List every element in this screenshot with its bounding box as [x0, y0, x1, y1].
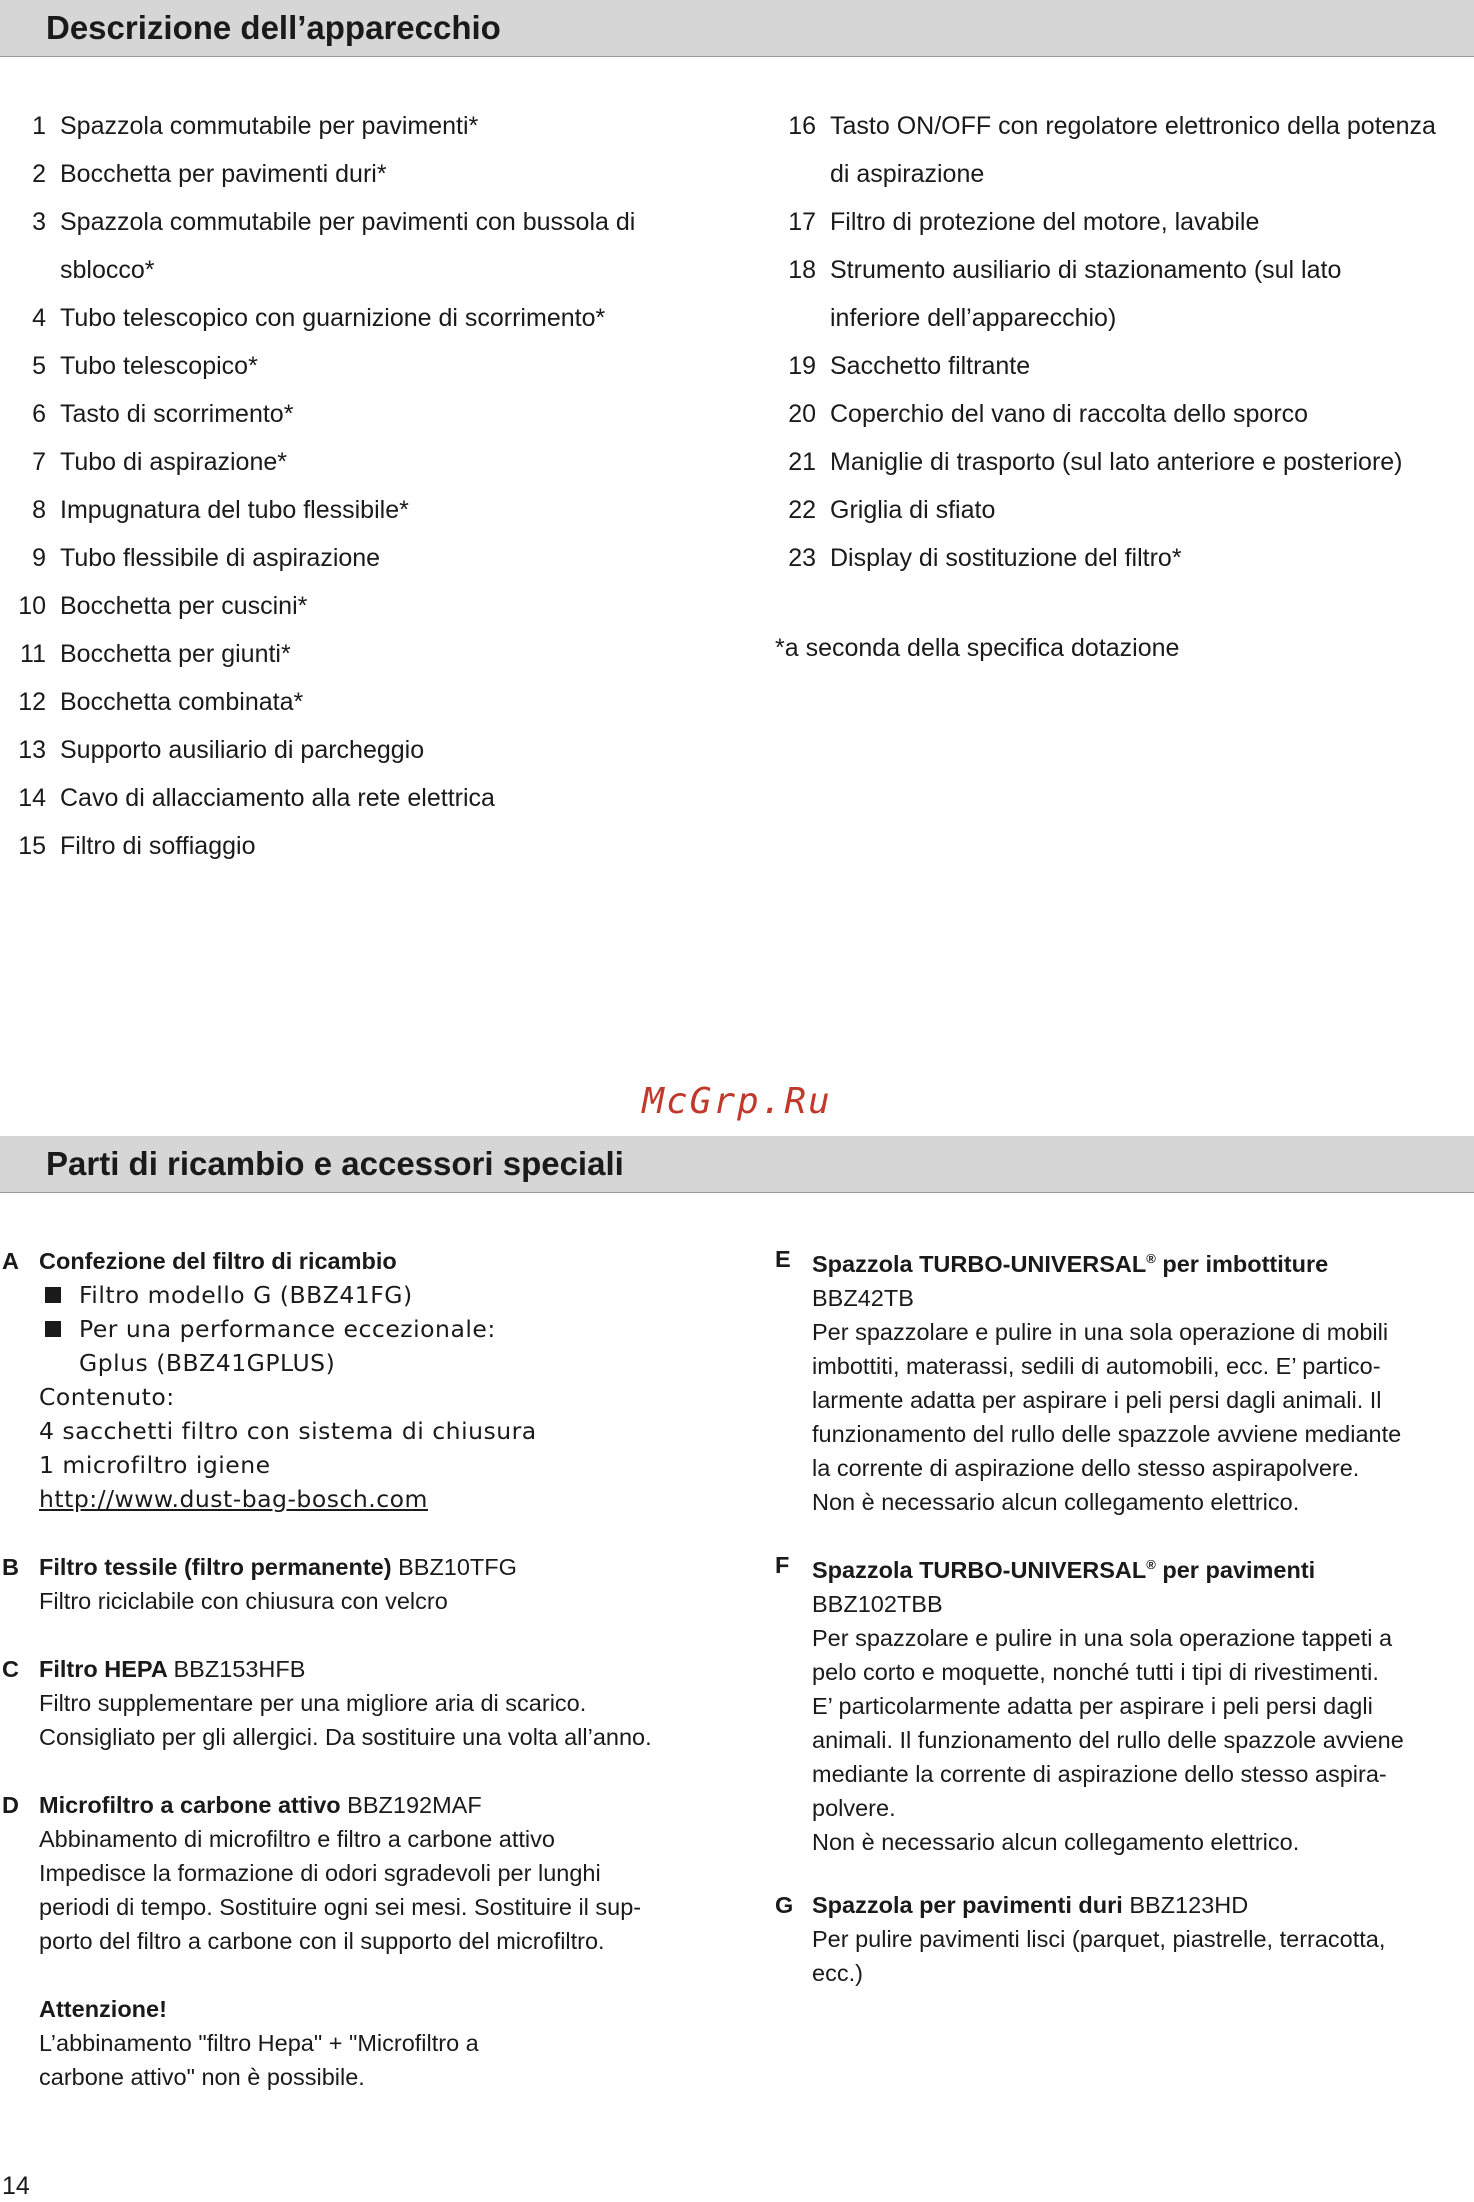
square-bullet-icon: [45, 1287, 61, 1303]
body-line: porto del filtro a carbone con il supporto del microfiltro.: [39, 1928, 605, 1954]
list-item: [0, 342, 700, 390]
item-label: sblocco*: [60, 256, 155, 284]
parts-list-left: [0, 102, 700, 870]
body-line: Filtro riciclabile con chiusura con velcro: [39, 1588, 448, 1614]
item-label: Tubo telescopico con guarnizione di scorrimento*: [60, 304, 606, 332]
item-label: Filtro di protezione del motore, lavabile: [830, 208, 1260, 236]
item-number: [0, 246, 46, 294]
list-item: [770, 534, 1474, 582]
accessory-code: BBZ153HFB: [173, 1656, 306, 1682]
list-item: [770, 102, 1474, 150]
accessory-title: Confezione del filtro di ricambio: [39, 1248, 397, 1274]
accessory-title: Filtro tessile (filtro permanente): [39, 1554, 392, 1580]
list-item: [770, 150, 1474, 198]
item-label: Griglia di sfiato: [830, 496, 996, 524]
body-line: ecc.): [812, 1960, 863, 1986]
list-item: [770, 246, 1474, 294]
accessory-code: BBZ123HD: [1129, 1892, 1249, 1918]
item-label: Bocchetta per cuscini*: [60, 592, 308, 620]
accessory-d: [2, 1788, 722, 1958]
item-number: 17: [788, 208, 816, 236]
accessory-letter: F: [775, 1552, 790, 1578]
item-label: Maniglie di trasporto (sul lato anteriore e posteriore): [830, 448, 1403, 476]
list-item: [0, 198, 700, 246]
accessory-code: BBZ192MAF: [347, 1792, 482, 1818]
item-number: [770, 150, 816, 198]
body-line: 1 microfiltro igiene: [39, 1451, 271, 1479]
body-line: carbone attivo" non è possibile.: [39, 2064, 365, 2090]
body-line: Per pulire pavimenti lisci (parquet, piastrelle, terracotta,: [812, 1926, 1386, 1952]
registered-mark: ®: [1146, 1557, 1156, 1572]
item-label: Supporto ausiliario di parcheggio: [60, 736, 425, 764]
item-number: 19: [788, 352, 816, 380]
accessory-letter: G: [775, 1892, 794, 1918]
list-item: [39, 1312, 722, 1346]
accessory-c: [2, 1652, 742, 1754]
list-item: [0, 486, 700, 534]
list-item: [770, 342, 1474, 390]
body-line: funzionamento del rullo delle spazzole avviene mediante: [812, 1420, 1402, 1447]
item-number: 11: [20, 640, 46, 668]
item-number: 14: [18, 784, 46, 812]
website-link[interactable]: http://www.dust-bag-bosch.com: [39, 1485, 428, 1513]
list-item: [0, 774, 700, 822]
watermark-text: McGrp.Ru: [642, 1081, 832, 1122]
accessory-letter: C: [2, 1656, 19, 1682]
section-title-description: Descrizione dell’apparecchio: [46, 9, 501, 46]
body-line: mediante la corrente di aspirazione dello stesso aspira-: [812, 1760, 1387, 1787]
list-item: [0, 150, 700, 198]
item-number: 1: [32, 112, 46, 140]
body-line: periodi di tempo. Sostituire ogni sei mesi. Sostituire il sup-: [39, 1894, 642, 1920]
item-number: 23: [788, 544, 816, 572]
accessory-title-suffix: per pavimenti: [1162, 1556, 1316, 1583]
accessory-e: [775, 1242, 1474, 1519]
item-label: Bocchetta per pavimenti duri*: [60, 160, 387, 188]
body-line: la corrente di aspirazione dello stesso aspirapolvere.: [812, 1454, 1360, 1481]
body-line: E’ particolarmente adatta per aspirare i peli persi dagli: [812, 1692, 1373, 1719]
accessory-f: [775, 1548, 1474, 1859]
section-header-band: [0, 1136, 1474, 1193]
accessory-title: Spazzola TURBO-UNIVERSAL: [812, 1556, 1147, 1583]
accessory-letter: A: [2, 1248, 19, 1274]
bullet-text: Per una performance eccezionale:: [79, 1315, 496, 1343]
item-number: 6: [32, 400, 46, 428]
list-item: [0, 246, 700, 294]
accessory-letter: E: [775, 1246, 791, 1272]
body-line: Abbinamento di microfiltro e filtro a carbone attivo: [39, 1826, 555, 1852]
list-item: [770, 294, 1474, 342]
item-label: di aspirazione: [830, 160, 985, 188]
item-number: 15: [18, 832, 46, 860]
item-number: 2: [32, 160, 46, 188]
item-number: 3: [32, 208, 46, 236]
accessory-b: [2, 1550, 722, 1618]
item-number: 4: [32, 304, 46, 332]
accessory-code: BBZ42TB: [812, 1284, 914, 1311]
accessory-title: Filtro HEPA: [39, 1656, 167, 1682]
accessory-code: BBZ102TBB: [812, 1590, 943, 1617]
accessory-letter: D: [2, 1792, 19, 1818]
list-item: [770, 198, 1474, 246]
item-number: 20: [788, 400, 816, 428]
item-label: Spazzola commutabile per pavimenti*: [60, 112, 479, 140]
item-label: Strumento ausiliario di stazionamento (sul lato: [830, 256, 1342, 284]
accessory-title: Spazzola per pavimenti duri: [812, 1892, 1123, 1918]
page-number: 14: [2, 2172, 30, 2200]
item-label: Tubo di aspirazione*: [60, 448, 287, 476]
list-item: [0, 678, 700, 726]
body-line: polvere.: [812, 1794, 896, 1821]
body-line: Contenuto:: [39, 1383, 175, 1411]
accessory-code: BBZ10TFG: [398, 1554, 517, 1580]
item-label: Tasto ON/OFF con regolatore elettronico della potenza: [830, 112, 1436, 140]
body-line: imbottiti, materassi, sedili di automobili, ecc. E’ partico-: [812, 1352, 1381, 1379]
attention-note: [2, 1992, 722, 2094]
accessory-title: Spazzola TURBO-UNIVERSAL: [812, 1250, 1147, 1277]
item-number: 5: [32, 352, 46, 380]
attention-title: Attenzione!: [39, 1996, 167, 2022]
list-item: [0, 726, 700, 774]
list-item: [0, 582, 700, 630]
list-item: [0, 822, 700, 870]
body-line: Non è necessario alcun collegamento elettrico.: [812, 1488, 1300, 1515]
item-label: Bocchetta combinata*: [60, 688, 304, 716]
bullet-continuation: Gplus (BBZ41GPLUS): [79, 1349, 336, 1377]
item-label: Spazzola commutabile per pavimenti con bussola di: [60, 208, 636, 236]
item-label: Tubo telescopico*: [60, 352, 258, 380]
body-line: L’abbinamento "filtro Hepa" + "Microfiltro a: [39, 2030, 479, 2056]
list-item: [0, 390, 700, 438]
item-number: 21: [788, 448, 816, 476]
parts-list-right: [770, 102, 1474, 582]
body-line: Filtro supplementare per una migliore aria di scarico.: [39, 1690, 587, 1716]
item-label: Tasto di scorrimento*: [60, 400, 294, 428]
accessory-title-suffix: per imbottiture: [1162, 1250, 1329, 1277]
accessory-title: Microfiltro a carbone attivo: [39, 1792, 341, 1818]
list-item: [0, 630, 700, 678]
item-number: 18: [788, 256, 816, 284]
list-item: [0, 438, 700, 486]
list-item: [39, 1278, 722, 1312]
accessory-a: [2, 1244, 722, 1516]
item-number: 16: [788, 112, 816, 140]
accessory-letter: B: [2, 1554, 19, 1580]
item-number: 7: [32, 448, 46, 476]
body-line: larmente adatta per aspirare i peli persi dagli animali. Il: [812, 1386, 1382, 1413]
body-line: Consigliato per gli allergici. Da sostituire una volta all’anno.: [39, 1724, 652, 1750]
bullet-text: Filtro modello G (BBZ41FG): [79, 1281, 413, 1309]
list-item: [770, 390, 1474, 438]
body-line: Impedisce la formazione di odori sgradevoli per lunghi: [39, 1860, 601, 1886]
item-number: 22: [788, 496, 816, 524]
item-label: Bocchetta per giunti*: [60, 640, 291, 668]
accessory-g: [775, 1888, 1474, 1990]
item-number: 12: [18, 688, 46, 716]
item-label: inferiore dell’apparecchio): [830, 304, 1117, 332]
list-item: [0, 102, 700, 150]
body-line: 4 sacchetti filtro con sistema di chiusura: [39, 1417, 537, 1445]
body-line: Per spazzolare e pulire in una sola operazione tappeti a: [812, 1624, 1393, 1651]
list-item: [0, 294, 700, 342]
footnote: *a seconda della specifica dotazione: [775, 634, 1180, 662]
item-number: 9: [32, 544, 46, 572]
item-label: Sacchetto filtrante: [830, 352, 1031, 380]
list-item: [770, 486, 1474, 534]
item-label: Cavo di allacciamento alla rete elettrica: [60, 784, 495, 812]
section-title-accessories: Parti di ricambio e accessori speciali: [46, 1145, 624, 1182]
item-label: Tubo flessibile di aspirazione: [60, 544, 381, 572]
square-bullet-icon: [45, 1321, 61, 1337]
list-item: [0, 534, 700, 582]
body-line: animali. Il funzionamento del rullo delle spazzole avviene: [812, 1726, 1404, 1753]
item-label: Coperchio del vano di raccolta dello sporco: [830, 400, 1309, 428]
body-line: Per spazzolare e pulire in una sola operazione di mobili: [812, 1318, 1389, 1345]
item-number: 13: [18, 736, 46, 764]
item-number: 10: [18, 592, 46, 620]
body-line: Non è necessario alcun collegamento elettrico.: [812, 1828, 1300, 1855]
list-item: [770, 438, 1474, 486]
item-label: Impugnatura del tubo flessibile*: [60, 496, 409, 524]
item-number: 8: [32, 496, 46, 524]
body-line: pelo corto e moquette, nonché tutti i tipi di rivestimenti.: [812, 1658, 1379, 1685]
section-header-band: [0, 0, 1474, 57]
item-label: Display di sostituzione del filtro*: [830, 544, 1182, 572]
item-label: Filtro di soffiaggio: [60, 832, 256, 860]
registered-mark: ®: [1146, 1251, 1156, 1266]
item-number: [770, 294, 816, 342]
